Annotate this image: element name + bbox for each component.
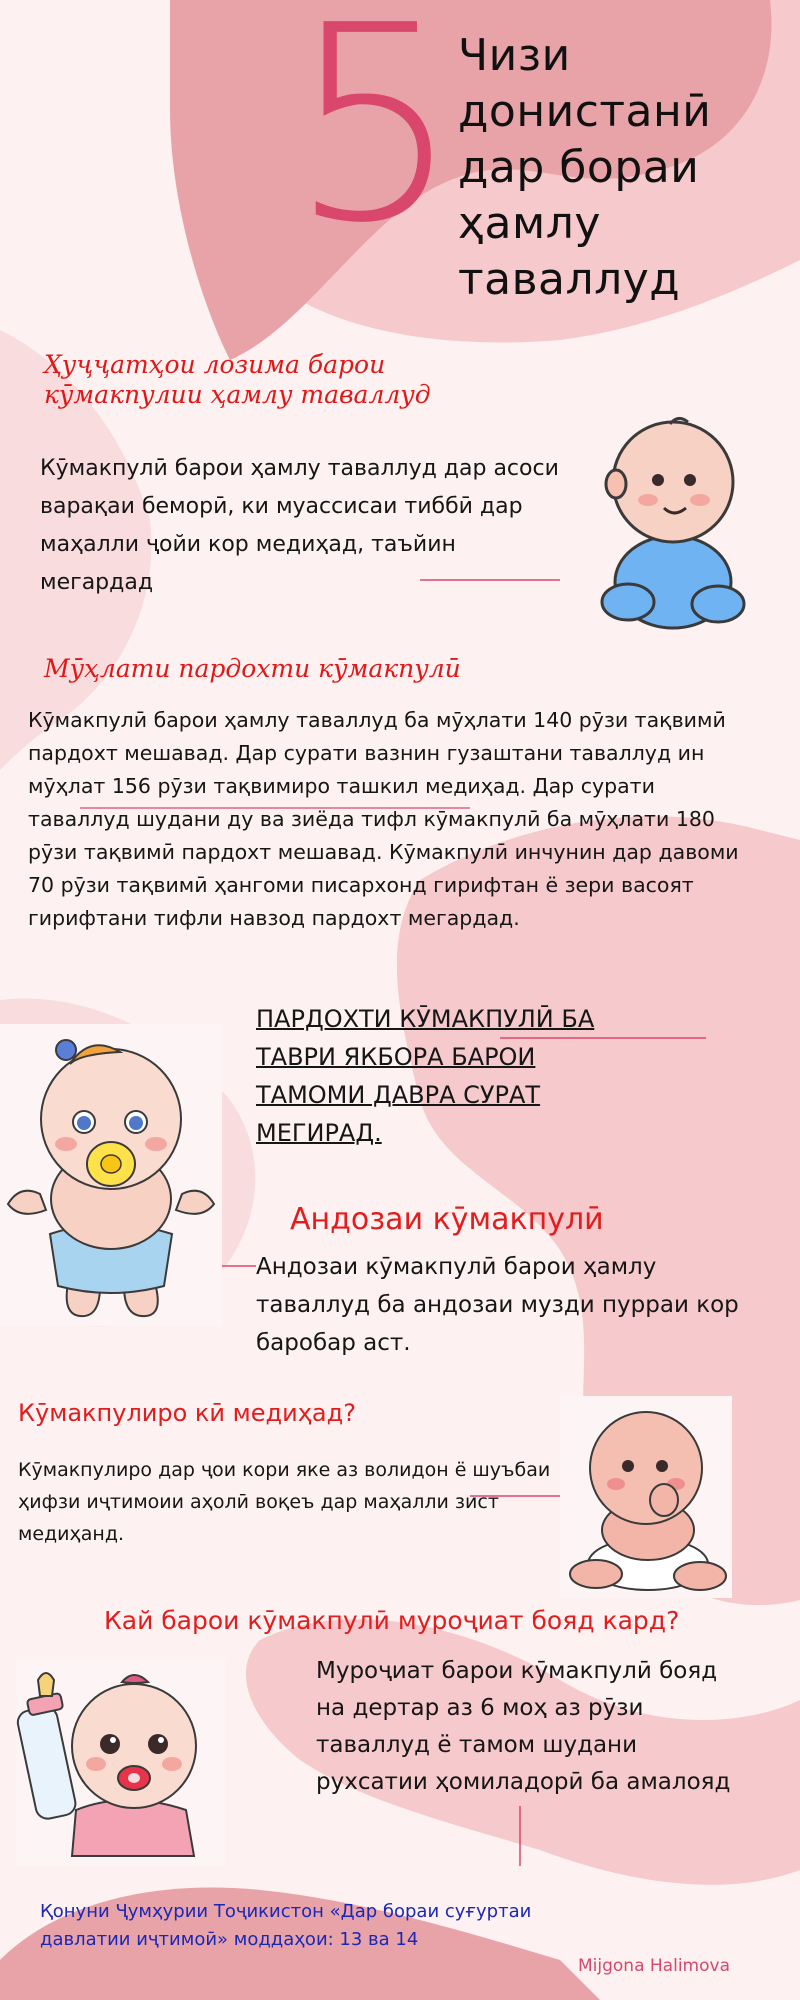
amount-text: Андозаи кӯмакпулӣ барои ҳамлу таваллуд ба андозаи музди пурраи кор баробар аст.	[256, 1254, 739, 1356]
author-name: Mijgona Halimova	[578, 1956, 730, 1976]
baby-bottle-icon	[16, 1660, 226, 1866]
main-title-line: дар бораи	[458, 142, 700, 193]
who-heading: Кӯмакпулиро кӣ медиҳад?	[18, 1399, 356, 1427]
when-text	[316, 1653, 800, 1801]
notice-line: ПАРДОХТИ КӮМАКПУЛӢ БА	[256, 1005, 595, 1033]
main-title	[458, 28, 788, 308]
baby-blue-onesie-icon	[588, 412, 758, 632]
when-heading: Кай барои кӯмакпулӣ муроҷиат бояд кард?	[104, 1606, 680, 1635]
law-reference: Қонуни Ҷумҳурии Тоҷикистон «Дар бораи суғуртаи давлатии иҷтимоӣ» моддаҳои: 13 ва 14	[40, 1901, 532, 1950]
when-text-line: рухсатии ҳомиладорӣ ба амалояд	[316, 1769, 731, 1795]
documents-heading: Ҳуҷҷатҳои лозима барои кӯмакпулии ҳамлу таваллуд	[44, 350, 431, 409]
main-title-line: ҳамлу	[458, 198, 601, 249]
documents-text: Кӯмакпулӣ барои ҳамлу таваллуд дар асоси варақаи беморӣ, ки муассисаи тиббӣ дар маҳалли ҷойи кор медиҳад, таъйин мегардад	[40, 456, 559, 595]
when-text-line: Муроҷиат барои кӯмакпулӣ бояд	[316, 1658, 718, 1684]
main-title-line: донистанӣ	[458, 86, 712, 137]
baby-diaper-thumb-icon	[560, 1396, 732, 1598]
notice-line: ТАМОМИ ДАВРА СУРАТ	[256, 1081, 541, 1109]
term-text: Кӯмакпулӣ барои ҳамлу таваллуд ба мӯҳлати 140 рӯзи тақвимӣ пардохт мешавад. Дар сурати вазнин гузаштани таваллуд ин мӯҳлат 156 рӯзи тақвимиро ташкил медиҳад. Дар сурати таваллуд шудани ду ва зиёда тифл кӯмакпулӣ ба мӯҳлати 180 рӯзи тақвимӣ пардохт мешавад. Кӯмакпулӣ инчунин дар давоми 70 рӯзи тақвимӣ ҳангоми писархонд гирифтан ё зери васоят гирифтани тифли навзод пардохт мегардад.	[28, 708, 739, 930]
term-heading: Мӯҳлати пардохти кӯмакпулӣ	[44, 654, 461, 683]
baby-pacifier-icon	[0, 1024, 222, 1326]
when-text-line: таваллуд ё тамом шудани	[316, 1732, 638, 1758]
notice-text	[256, 1000, 716, 1152]
main-title-line: Чизи	[458, 30, 571, 81]
amount-heading: Андозаи кӯмакпулӣ	[290, 1202, 604, 1237]
notice-line: МЕГИРАД.	[256, 1119, 382, 1147]
when-text-line: на дертар аз 6 моҳ аз рӯзи	[316, 1695, 644, 1721]
big-number: 5	[289, 0, 461, 282]
notice-line: ТАВРИ ЯКБОРА БАРОИ	[256, 1043, 536, 1071]
who-text: Кӯмакпулиро дар ҷои кори яке аз волидон ё шуъбаи ҳифзи иҷтимоии аҳолӣ воқеъ дар маҳалли зист медиҳанд.	[18, 1459, 551, 1545]
main-title-line: таваллуд	[458, 254, 681, 305]
